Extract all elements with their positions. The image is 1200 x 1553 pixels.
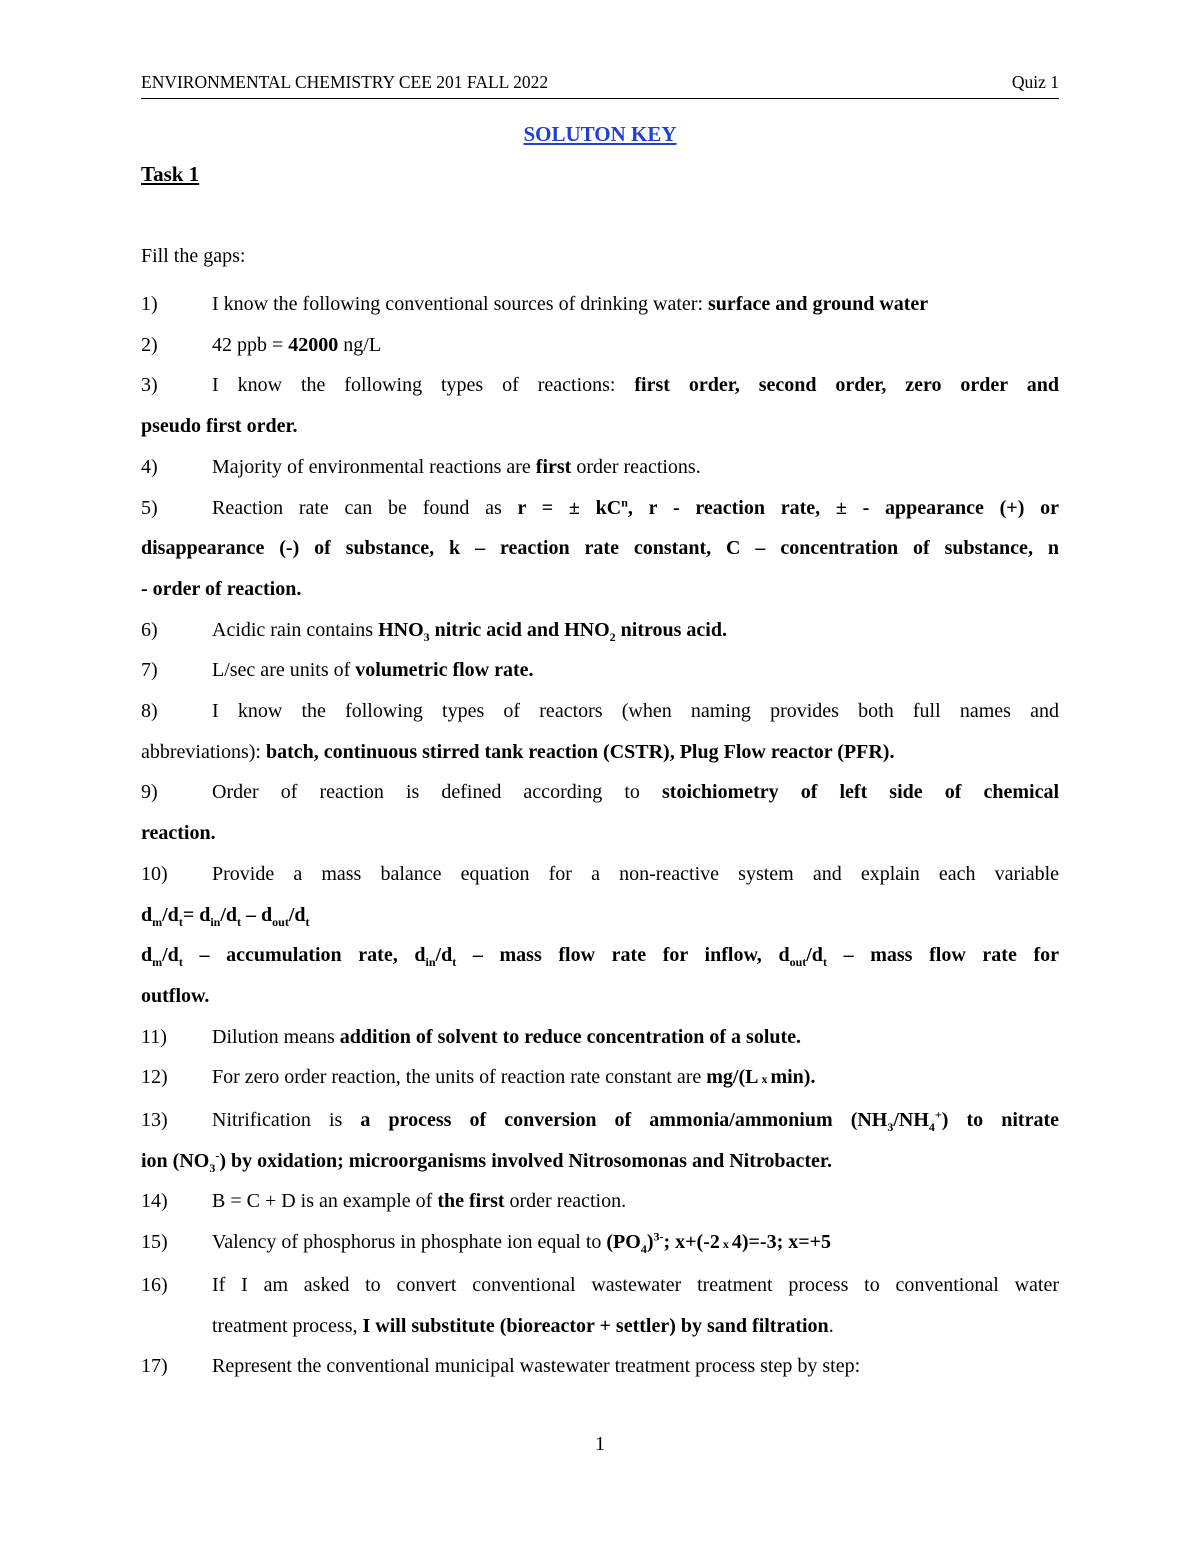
item-text: Order of reaction is defined according to [212, 781, 663, 804]
item-answer: first [535, 455, 572, 478]
item-text: For zero order reaction, the units of reaction rate constant are [212, 1066, 707, 1089]
item-text: B = C + D is an example of [212, 1190, 438, 1213]
item-number: 14) [141, 1190, 168, 1213]
list-item [141, 1057, 1059, 1100]
answer-list: 1) I know the following conventional sources of drinking water: surface and ground water 2) 42 ppb = 42000 ng/L 3) I know the following types of reactions: first order, second order, zero order and pseudo first order. 4) Majority of environmental reactions are first order reactions. 5) Reaction rate can be found as r = ± $kC^n$, r - reaction rate, ± - appearance (+) or disappearance (-) of substance, k – reaction rate constant, C – concentration of substance, n - order of reaction. 6) Acidic rain contains $HNO_3$ nitric acid and $HNO_2$ nitrous acid. 7) L/sec are units of volumetric flow rate. 8) I know the following types of reactors (when naming provides both full names and abbreviations): batch, continuous stirred tank reaction (CSTR), Plug Flow reactor (PFR). 9) Order of reaction is defined according to stoichiometry of left side of chemical reaction. 10) Provide a mass balance equation for a non-reactive system and explain each variable $d_m/d_t= d_{in}/d_t - d_{out}/d_t$ $d_m/d_t$ – accumulation rate, $d_{in}/d_t$ – mass flow rate for inflow, $d_{out}/d_t$ – mass flow rate for outflow. 11) Dilution means addition of solvent to reduce concentration of a solute. 12) For zero order reaction, the units of reaction rate constant are mg/(L x min). 13) Nitrification is a process of conversion of ammonia/ammonium $(NH_3/NH_4^+)$ to nitrate ion $(NO_3^-)$ by oxidation; microorganisms involved Nitrosomonas and Nitrobacter. 14) B = C + D is an example of the first order reaction. 15) Valency of phosphorus in phosphate ion equal to $(PO_4)^{3-}$; x+(-2 x 4)=-3; x=+5 16) If I am asked to convert conventional wastewater treatment process to conventional water treatment process, I will substitute (bioreactor + settler) by sand filtration. 17) Represent the conventional municipal wastewater treatment process step by step: [141, 284, 1059, 1387]
item-text: I know the following types of reactors (when naming provides both full names and [212, 700, 1059, 723]
list-item [141, 691, 1059, 732]
item-answer: reaction. [141, 822, 216, 845]
list-item [141, 365, 1059, 406]
item-answer: mg/(L [706, 1066, 759, 1089]
item-text: Majority of environmental reactions are [212, 455, 536, 478]
item-answer: 42000 [288, 333, 339, 356]
item-answer: pseudo first order. [141, 415, 298, 438]
course-title: ENVIRONMENTAL CHEMISTRY CEE 201 FALL 2022 [141, 72, 549, 92]
item-number: 12) [141, 1066, 168, 1089]
multiply-sign: x [758, 1072, 771, 1087]
item-answer: HNO [378, 618, 424, 641]
item-answer: the first [437, 1190, 505, 1213]
item-text: treatment process, [212, 1314, 363, 1337]
list-item [141, 325, 1059, 366]
item-text: Acidic rain contains [212, 618, 379, 641]
item-answer: surface and ground water [708, 293, 929, 315]
item-number: 11) [141, 1025, 167, 1048]
document-title: SOLUTON KEY [523, 122, 677, 146]
item-number: 8) [141, 700, 158, 723]
item-number: 9) [141, 781, 158, 804]
list-item [141, 772, 1059, 813]
item-answer: first order, second order, zero order and [634, 374, 1059, 397]
item-answer: min). [770, 1066, 816, 1089]
item-text: ng/L [338, 333, 382, 356]
item-answer: nitrous acid. [615, 618, 727, 641]
item-text: Provide a mass balance equation for a non-reactive system and explain each variable [212, 862, 1059, 885]
item-number: 1) [141, 293, 158, 315]
list-item [141, 1017, 1059, 1058]
item-text: Valency of phosphorus in phosphate ion equal to [212, 1231, 607, 1254]
item-text: Nitrification is [212, 1109, 361, 1132]
item-text: If I am asked to convert conventional wastewater treatment process to conventional water [212, 1273, 1059, 1296]
item-number: 13) [141, 1109, 168, 1132]
subscript: 2 [609, 629, 616, 644]
list-item [141, 610, 1059, 651]
item-number: 10) [141, 862, 168, 885]
item-answer: stoichiometry of left side of chemical [662, 781, 1060, 804]
item-text: Represent the conventional municipal wastewater treatment process step by step: [212, 1355, 861, 1378]
item-text: . [828, 1314, 834, 1337]
item-text: order reactions. [571, 455, 701, 478]
page-header [141, 70, 1059, 99]
item-text: Reaction rate can be found as [212, 496, 518, 519]
item-number: 17) [141, 1355, 168, 1378]
quiz-label: Quiz 1 [1011, 72, 1059, 92]
variable-explanation: $d_m/d_t$ – accumulation rate, $d_{in}/d_t$ – mass flow rate for inflow, $d_{out}/d_t$ – mass flow rate for [141, 944, 1060, 970]
subscript: 3 [423, 629, 430, 644]
list-item [141, 650, 1059, 691]
task-heading: Task 1 [141, 162, 200, 186]
item-text: L/sec are units of [212, 659, 356, 682]
item-text: Dilution means [212, 1025, 340, 1048]
item-answer: volumetric flow rate. [355, 659, 534, 682]
item-number: 7) [141, 659, 158, 682]
item-answer: r = ± kC [517, 496, 622, 519]
item-text: order reaction. [504, 1190, 627, 1213]
item-text: 42 ppb = [212, 333, 289, 356]
list-item [141, 1181, 1059, 1222]
mass-balance-equation: $d_m/d_t= d_{in}/d_t - d_{out}/d_t$ [141, 903, 310, 929]
page-number: 1 [595, 1433, 605, 1455]
item-answer: , r - reaction rate, ± - appearance (+) or [627, 496, 1059, 519]
item-text: I know the following conventional sources of drinking water: [212, 293, 708, 315]
item-number: 15) [141, 1231, 168, 1254]
item-text: abbreviations): [141, 740, 266, 763]
item-number: 16) [141, 1273, 168, 1296]
list-item: 13) Nitrification is a process of conversion of ammonia/ammonium $(NH_3/NH_4^+)$ to nitrate [141, 1100, 1059, 1141]
list-item [141, 1346, 1059, 1387]
item-number: 3) [141, 374, 158, 397]
item-answer: addition of solvent to reduce concentration of a solute. [339, 1025, 802, 1048]
list-item [141, 1265, 1059, 1346]
item-text: I know the following types of reactions: [212, 374, 635, 397]
item-answer: I will substitute (bioreactor + settler) by sand filtration [362, 1314, 829, 1337]
list-item [141, 854, 1059, 895]
item-answer: disappearance (-) of substance, k – reaction rate constant, C – concentration of substance, n [141, 537, 1059, 560]
item-number: 2) [141, 333, 158, 356]
item-answer: nitric acid and HNO [429, 618, 610, 641]
item-number: 4) [141, 455, 158, 478]
item-answer: - order of reaction. [141, 577, 302, 600]
intro-text: Fill the gaps: [141, 245, 246, 267]
item-answer: outflow. [141, 984, 210, 1007]
list-item: 15) Valency of phosphorus in phosphate ion equal to $(PO_4)^{3-}$; x+(-2 x 4)=-3; x=+5 [141, 1222, 1059, 1265]
list-item [141, 447, 1059, 488]
list-item [141, 488, 1059, 529]
list-item [141, 284, 1059, 325]
item-answer: batch, continuous stirred tank reaction (CSTR), Plug Flow reactor (PFR). [265, 740, 895, 763]
item-number: 5) [141, 496, 158, 519]
item-number: 6) [141, 618, 158, 641]
superscript: n [621, 494, 628, 509]
